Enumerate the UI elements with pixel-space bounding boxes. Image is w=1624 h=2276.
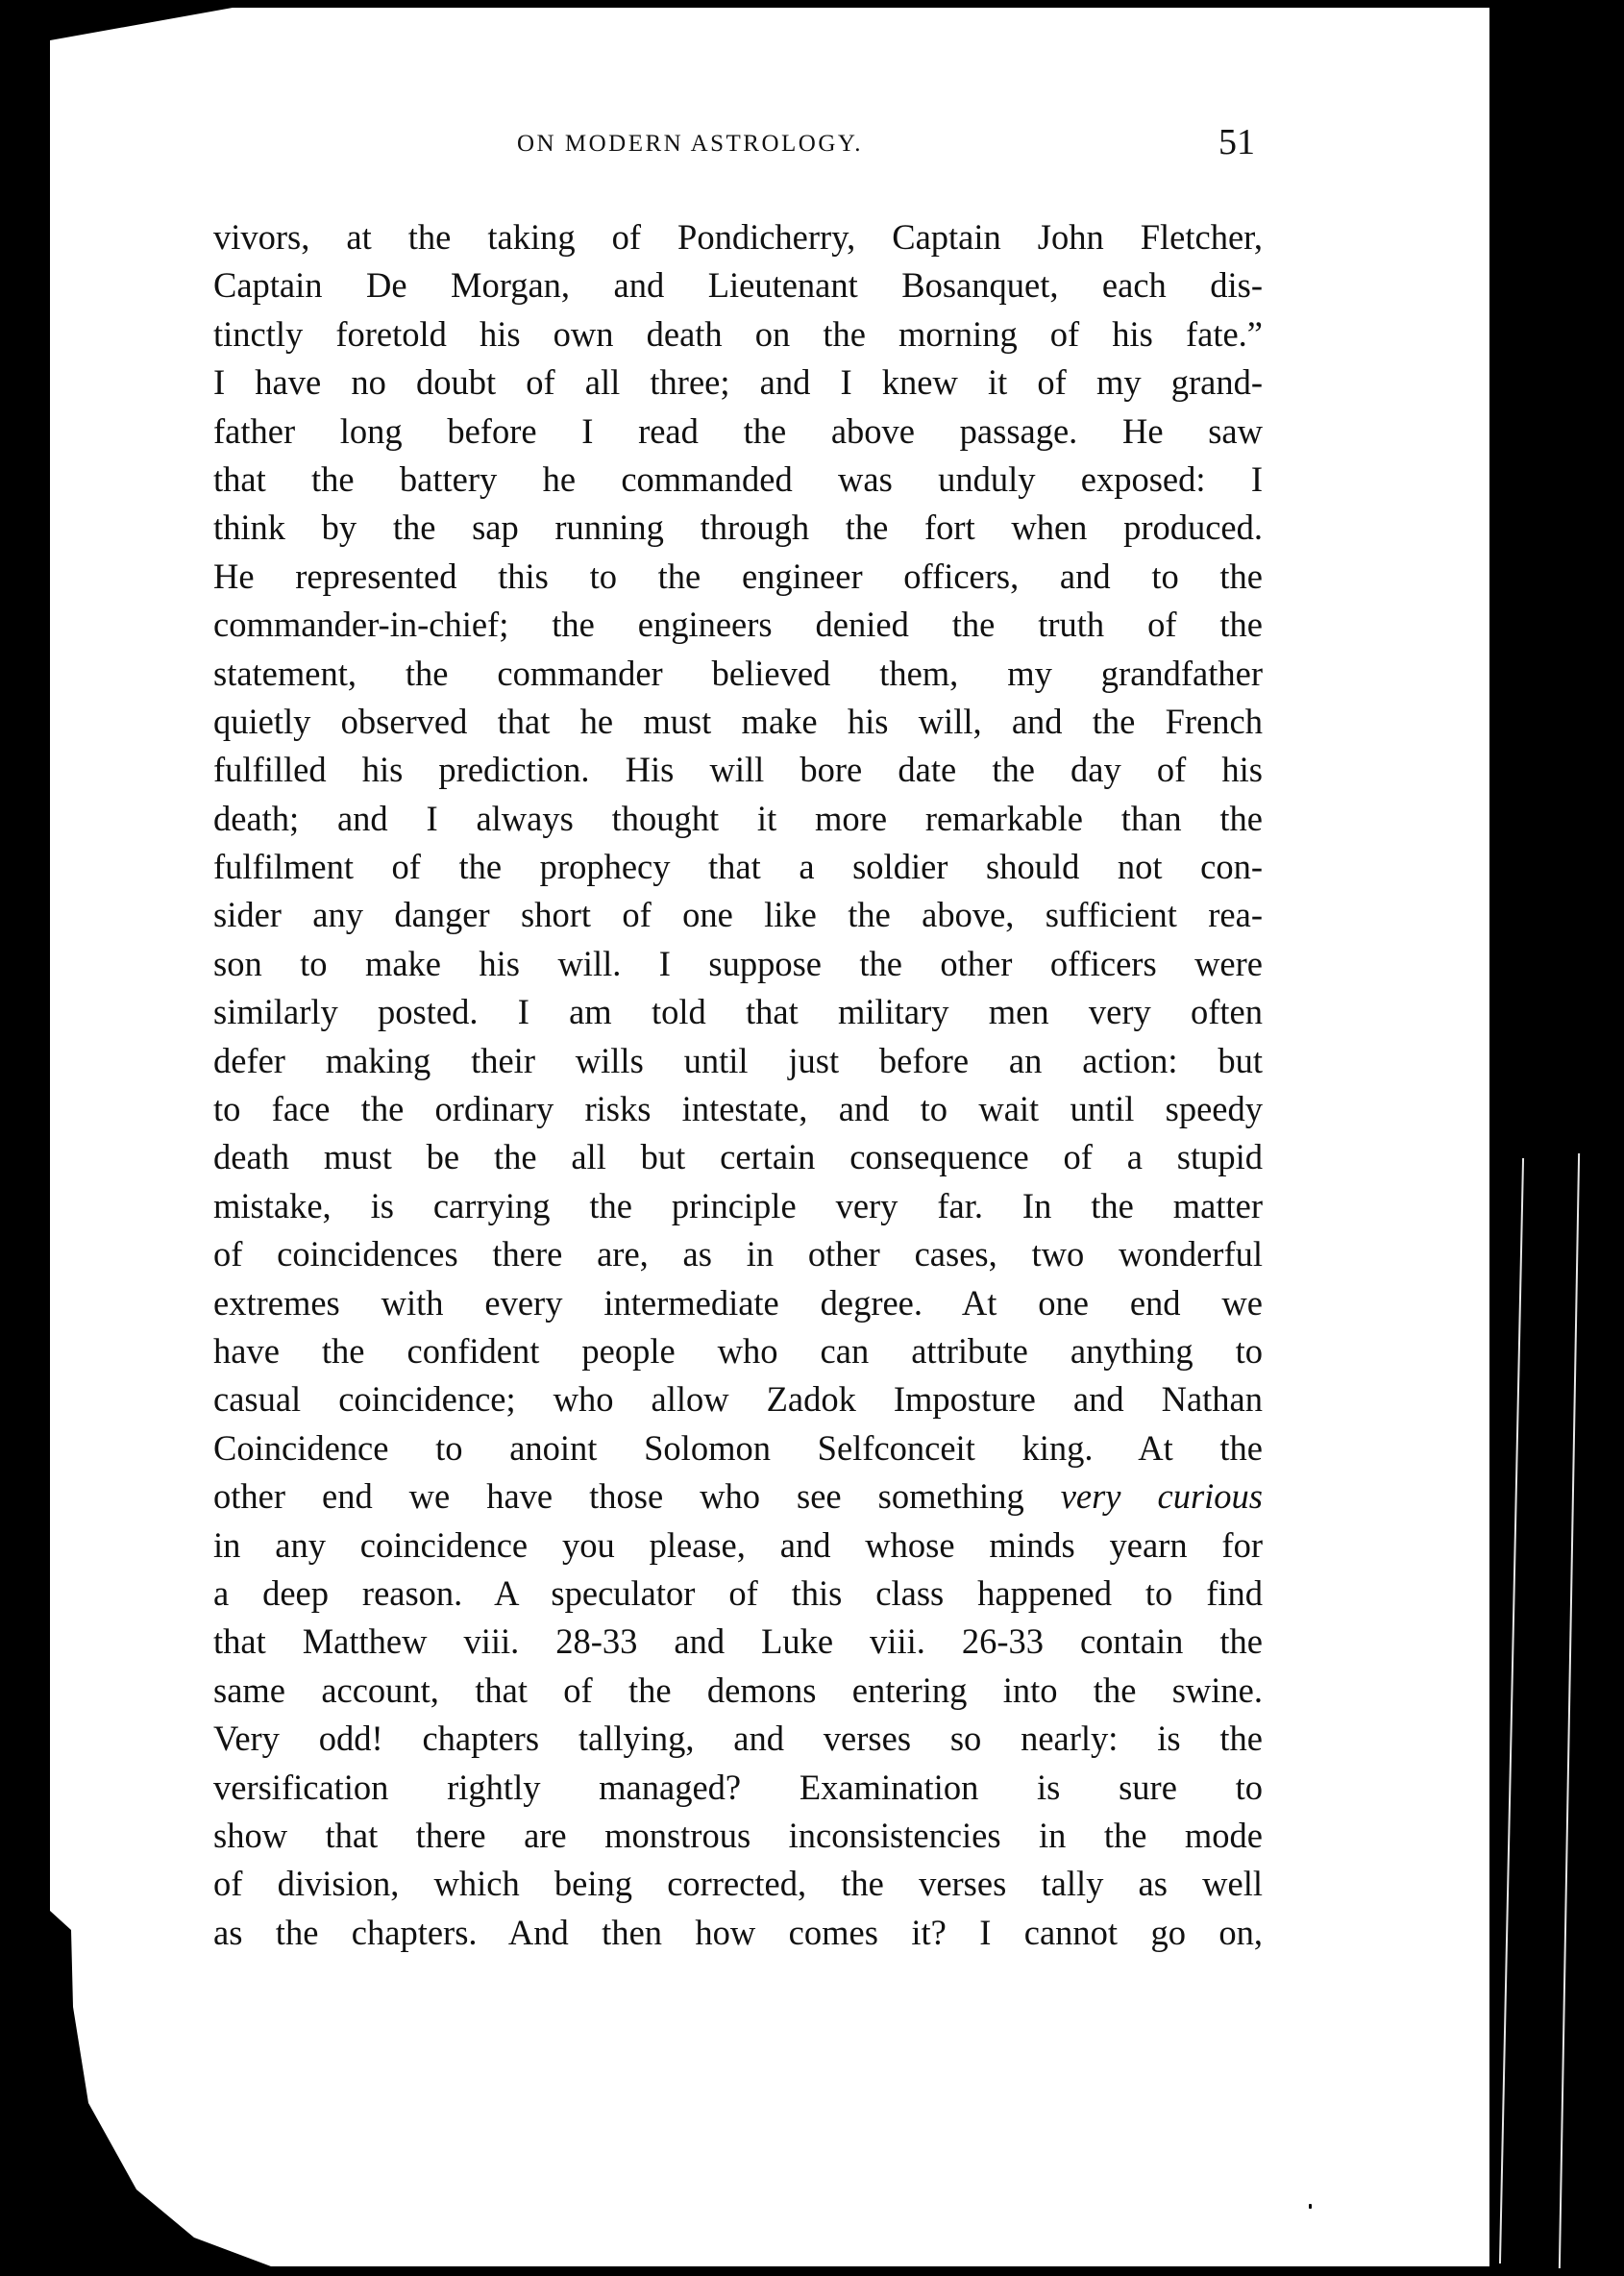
text-line: to face the ordinary risks intestate, and to wait until speedy bbox=[213, 1089, 1263, 1129]
text-line: Very odd! chapters tallying, and verses so nearly: is the bbox=[213, 1719, 1263, 1759]
text-line: think by the sap running through the fort when produced. bbox=[213, 507, 1263, 548]
text-line: sider any danger short of one like the above, sufficient rea- bbox=[213, 895, 1263, 935]
scan-speck bbox=[1309, 2204, 1312, 2209]
text-line: death must be the all but certain consequence of a stupid bbox=[213, 1137, 1263, 1177]
text-line: Coincidence to anoint Solomon Selfconceit king. At the bbox=[213, 1427, 1263, 1468]
text-line: Captain De Morgan, and Lieutenant Bosanquet, each dis- bbox=[213, 265, 1263, 306]
scan-streak bbox=[1499, 1158, 1524, 2264]
running-head: ON MODERN ASTROLOGY. bbox=[517, 131, 863, 157]
text-line: father long before I read the above passage. He saw bbox=[213, 410, 1263, 451]
body-text bbox=[213, 213, 1263, 1957]
text-line: He represented this to the engineer officers, and to the bbox=[213, 556, 1263, 596]
page-number: 51 bbox=[1218, 122, 1255, 162]
text-line: same account, that of the demons entering into the swine. bbox=[213, 1670, 1263, 1710]
text-line: defer making their wills until just before an action: but bbox=[213, 1040, 1263, 1080]
text-line: vivors, at the taking of Pondicherry, Captain John Fletcher, bbox=[213, 217, 1263, 257]
text-line: similarly posted. I am told that military men very often bbox=[213, 992, 1263, 1032]
scan-right-border bbox=[1489, 0, 1624, 2276]
text-line: that the battery he commanded was unduly exposed: I bbox=[213, 458, 1263, 499]
italic-emphasis: very curious bbox=[1060, 1476, 1264, 1517]
scan-left-border bbox=[0, 0, 50, 2276]
text-line: in any coincidence you please, and whose minds yearn for bbox=[213, 1524, 1263, 1565]
text-line: of coincidences there are, as in other cases, two wonderful bbox=[213, 1234, 1263, 1274]
text-line: have the confident people who can attribute anything to bbox=[213, 1330, 1263, 1371]
text-line: death; and I always thought it more remarkable than the bbox=[213, 798, 1263, 838]
page-header bbox=[0, 121, 1624, 179]
text-line: statement, the commander believed them, my grandfather bbox=[213, 653, 1263, 693]
text-line: show that there are monstrous inconsistencies in the mode bbox=[213, 1815, 1263, 1855]
text-segment: other end we have those who see something bbox=[213, 1476, 1024, 1517]
text-line: son to make his will. I suppose the other officers were bbox=[213, 943, 1263, 983]
text-line: extremes with every intermediate degree. At one end we bbox=[213, 1282, 1263, 1323]
text-line: commander-in-chief; the engineers denied the truth of the bbox=[213, 605, 1263, 645]
text-line: mistake, is carrying the principle very far. In the matter bbox=[213, 1185, 1263, 1225]
text-line: of division, which being corrected, the verses tally as well bbox=[213, 1864, 1263, 1904]
text-line: as the chapters. And then how comes it? I cannot go on, bbox=[213, 1912, 1263, 1952]
text-line: fulfilled his prediction. His will bore date the day of his bbox=[213, 750, 1263, 790]
text-line: fulfilment of the prophecy that a soldier should not con- bbox=[213, 847, 1263, 887]
scan-streak bbox=[1559, 1153, 1580, 2268]
text-line: I have no doubt of all three; and I knew it of my grand- bbox=[213, 362, 1263, 403]
text-line: quietly observed that he must make his will, and the French bbox=[213, 701, 1263, 741]
text-line: casual coincidence; who allow Zadok Imposture and Nathan bbox=[213, 1379, 1263, 1420]
text-line: versification rightly managed? Examination is sure to bbox=[213, 1767, 1263, 1807]
text-line: a deep reason. A speculator of this class happened to find bbox=[213, 1572, 1263, 1613]
text-line: that Matthew viii. 28-33 and Luke viii. 26-33 contain the bbox=[213, 1621, 1263, 1662]
text-line-with-italic bbox=[213, 1472, 1263, 1521]
text-line: tinctly foretold his own death on the morning of his fate.” bbox=[213, 313, 1263, 354]
